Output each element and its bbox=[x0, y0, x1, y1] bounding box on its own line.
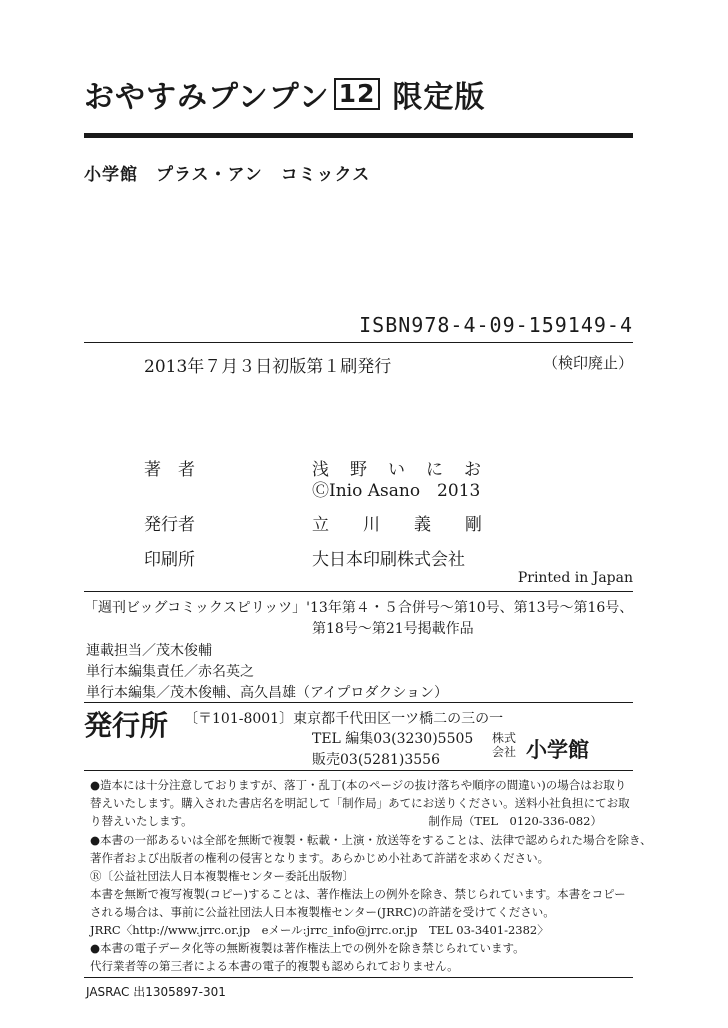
publisher-address: 〔〒101-8001〕東京都千代田区一ツ橋二の三の一 bbox=[184, 711, 504, 727]
notices-rule bbox=[84, 977, 633, 978]
notice-line: される場合は、事前に公益社団法人日本複製権センター(JRRC)の許諾を受けてください。 bbox=[90, 905, 555, 919]
isbn: ISBN978-4-09-159149-4 bbox=[359, 313, 633, 337]
notice-line: 本書を無断で複写複製(コピー)することは、著作権法上の例外を除き、禁じられています。本書をコピー bbox=[90, 887, 626, 901]
notice-line: ●本書の電子データ化等の無断複製は著作権法上での例外を除き禁じられています。 bbox=[90, 941, 525, 955]
jasrac-code: JASRAC 出1305897-301 bbox=[86, 985, 226, 999]
publisher-tel-sales: 販売03(5281)3556 bbox=[312, 752, 440, 768]
credit-label-publisher: 発行者 bbox=[144, 515, 195, 535]
edition-label: 限定版 bbox=[392, 80, 486, 115]
volume-number: 12 bbox=[334, 78, 381, 110]
staff-line: 単行本編集責任／赤名英之 bbox=[86, 664, 254, 680]
serialization-line-2: 第18号～第21号掲載作品 bbox=[312, 621, 474, 637]
staff-line: 単行本編集／茂木俊輔、高久昌雄（アイプロダクション） bbox=[86, 685, 449, 701]
company-type: 株式会社 bbox=[492, 731, 517, 759]
credit-value-author: 浅 野 い に お bbox=[312, 460, 483, 480]
publisher-rule bbox=[84, 770, 633, 771]
isbn-rule bbox=[84, 342, 633, 343]
credits-rule bbox=[84, 591, 633, 592]
serialization-line-1: 「週刊ビッグコミックスピリッツ」'13年第４・５合併号～第10号、第13号～第16号、 bbox=[84, 600, 634, 616]
credit-label-author: 著 者 bbox=[144, 460, 195, 480]
printed-in-japan: Printed in Japan bbox=[517, 570, 633, 586]
notice-line: 代行業者等の第三者による本書の電子的複製も認められておりません。 bbox=[90, 959, 459, 973]
notice-line: 著作者および出版者の権利の侵害となります。あらかじめ小社あて許諾を求めください。 bbox=[90, 851, 550, 865]
credit-label-printer: 印刷所 bbox=[144, 550, 195, 570]
book-title bbox=[84, 72, 485, 116]
imprint-label: 小学館 プラス・アン コミックス bbox=[84, 165, 371, 185]
staff-line: 連載担当／茂木俊輔 bbox=[86, 643, 212, 659]
credit-value-publisher: 立 川 義 剛 bbox=[312, 515, 482, 535]
notice-line: ●本書の一部あるいは全部を無断で複製・転載・上演・放送等をすることは、法律で認められた場合を除き、 bbox=[90, 833, 652, 847]
notice-line: 替えいたします。購入された書店名を明記して「制作局」あてにお送りください。送料小社負担にてお取 bbox=[90, 796, 630, 810]
notice-line: ●造本には十分注意しておりますが、落丁・乱丁(本のページの抜け落ちや順序の間違い)の場合はお取り bbox=[90, 778, 627, 792]
publisher-tel-edit: TEL 編集03(3230)5505 bbox=[312, 731, 474, 747]
notice-line: Ⓡ〔公益社団法人日本複製権センター委託出版物〕 bbox=[90, 869, 355, 883]
credit-value-printer: 大日本印刷株式会社 bbox=[312, 550, 465, 570]
seal-note: （検印廃止） bbox=[542, 354, 633, 372]
notice-line: JRRC〈http://www.jrrc.or.jp eメール:jrrc_info@jrrc.or.jp TEL 03-3401-2382〉 bbox=[90, 923, 549, 937]
title-main: おやすみプンプン bbox=[84, 80, 330, 115]
publisher-company: 小学館 bbox=[526, 738, 589, 762]
publication-date: 2013年７月３日初版第１刷発行 bbox=[144, 357, 392, 377]
copyright-line: ⒸInio Asano 2013 bbox=[312, 481, 481, 501]
publisher-label: 発行所 bbox=[84, 709, 169, 742]
notice-line: り替えいたします。 制作局（TEL 0120-336-082） bbox=[90, 814, 602, 828]
title-rule bbox=[84, 133, 633, 138]
staff-rule bbox=[84, 702, 633, 703]
